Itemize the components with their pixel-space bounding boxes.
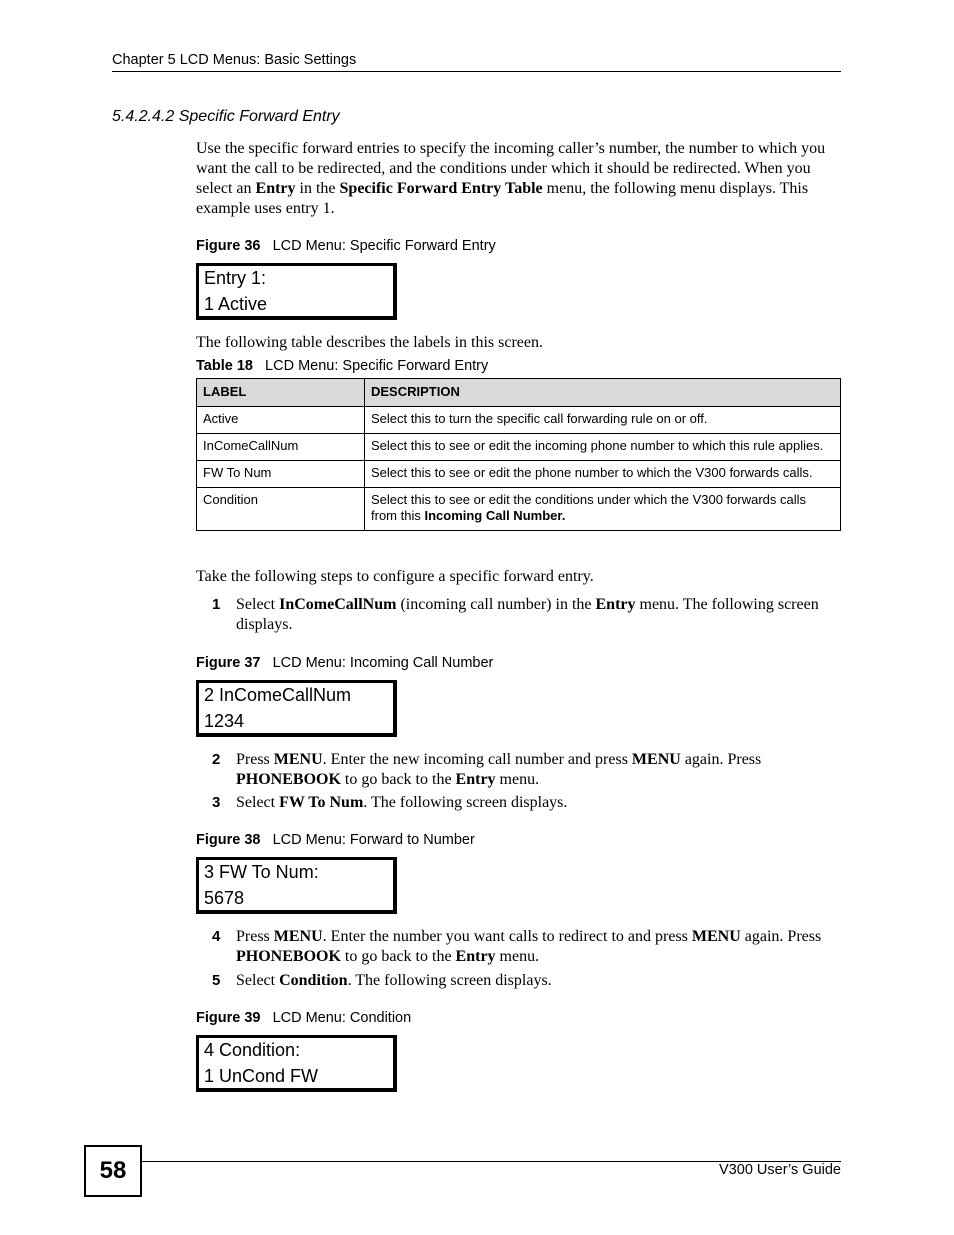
lcd-screen-figure-36	[196, 263, 397, 320]
lcd-line-1: 4 Condition:	[204, 1040, 301, 1060]
row-description	[365, 488, 841, 531]
row-description: Select this to turn the specific call forwarding rule on or off.	[365, 407, 841, 434]
figure-36-label: Figure 36	[196, 238, 261, 254]
row-description: Select this to see or edit the incoming phone number to which this rule applies.	[365, 434, 841, 461]
figure-36-title: LCD Menu: Specific Forward Entry	[272, 238, 496, 254]
table-18-caption	[196, 358, 488, 374]
labels-table	[196, 378, 841, 531]
figure-39-label: Figure 39	[196, 1010, 261, 1026]
step-number: 3	[212, 794, 221, 811]
page-number: 58	[84, 1145, 142, 1197]
column-header-label: LABEL	[197, 379, 365, 407]
intro-bold-1: Entry	[255, 180, 296, 197]
step-number: 5	[212, 972, 221, 989]
step-text: Select Condition. The following screen displays.	[236, 972, 552, 989]
row-description: Select this to see or edit the phone number to which the V300 forwards calls.	[365, 461, 841, 488]
running-footer: V300 User’s Guide	[719, 1162, 841, 1178]
row-description-bold: Incoming Call Number.	[424, 508, 566, 523]
lcd-line-1: 3 FW To Num:	[204, 862, 319, 882]
lcd-screen-figure-39	[196, 1035, 397, 1092]
table-row	[197, 434, 841, 461]
step-number: 2	[212, 751, 221, 768]
step-5	[212, 971, 842, 991]
column-header-description: DESCRIPTION	[365, 379, 841, 407]
intro-paragraph	[196, 139, 844, 219]
row-label: FW To Num	[197, 461, 365, 488]
step-number: 1	[212, 596, 221, 613]
figure-38-label: Figure 38	[196, 832, 261, 848]
running-header: Chapter 5 LCD Menus: Basic Settings	[112, 52, 357, 68]
table-row	[197, 488, 841, 531]
figure-38-title: LCD Menu: Forward to Number	[272, 832, 475, 848]
step-text: Press MENU. Enter the new incoming call number and press MENU again. Press PHONEBOOK to go back to the Entry menu.	[236, 751, 762, 788]
step-text: Select FW To Num. The following screen displays.	[236, 794, 568, 811]
intro-bold-2: Specific Forward Entry Table	[339, 180, 543, 197]
figure-38-caption	[196, 832, 475, 848]
step-3	[212, 793, 842, 813]
intro-text-1: Use the specific forward entries to specify the incoming caller’s number, the number to which you want the call to be redirected, and the conditions under which it should be redirected. When you select an	[196, 140, 826, 197]
intro-text-3: menu, the following menu displays. This example uses entry 1.	[196, 180, 809, 217]
figure-37-label: Figure 37	[196, 655, 261, 671]
lcd-line-2: 1 UnCond FW	[204, 1066, 319, 1086]
intro-text-2: in the	[295, 180, 340, 197]
step-text: Select InComeCallNum (incoming call number) in the Entry menu. The following screen displays.	[236, 596, 819, 633]
section-title: 5.4.2.4.2 Specific Forward Entry	[112, 108, 340, 125]
lcd-screen-figure-38	[196, 857, 397, 914]
header-rule	[112, 71, 841, 72]
step-1	[212, 595, 842, 635]
row-label: InComeCallNum	[197, 434, 365, 461]
row-label: Condition	[197, 488, 365, 531]
step-2	[212, 750, 842, 790]
figure-36-caption	[196, 238, 496, 254]
step-text: Press MENU. Enter the number you want calls to redirect to and press MENU again. Press PHONEBOOK to go back to the Entry menu.	[236, 928, 822, 965]
lcd-line-1: Entry 1:	[204, 268, 267, 288]
table-18-title: LCD Menu: Specific Forward Entry	[265, 358, 489, 374]
lcd-line-1: 2 InComeCallNum	[204, 685, 352, 705]
table-row	[197, 407, 841, 434]
step-number: 4	[212, 928, 221, 945]
row-label: Active	[197, 407, 365, 434]
table-intro: The following table describes the labels in this screen.	[196, 334, 544, 351]
lcd-screen-figure-37	[196, 680, 397, 737]
step-4	[212, 927, 842, 967]
table-header-row	[197, 379, 841, 407]
figure-39-caption	[196, 1010, 411, 1026]
table-18-label: Table 18	[196, 358, 253, 374]
figure-37-title: LCD Menu: Incoming Call Number	[272, 655, 494, 671]
row-description-text: Select this to see or edit the conditions under which the V300 forwards calls from this	[371, 492, 807, 523]
lcd-line-2: 5678	[204, 888, 245, 908]
figure-37-caption	[196, 655, 493, 671]
steps-intro: Take the following steps to configure a specific forward entry.	[196, 568, 594, 585]
table-row	[197, 461, 841, 488]
figure-39-title: LCD Menu: Condition	[272, 1010, 412, 1026]
lcd-line-2: 1234	[204, 711, 245, 731]
lcd-line-2: 1 Active	[204, 294, 268, 314]
